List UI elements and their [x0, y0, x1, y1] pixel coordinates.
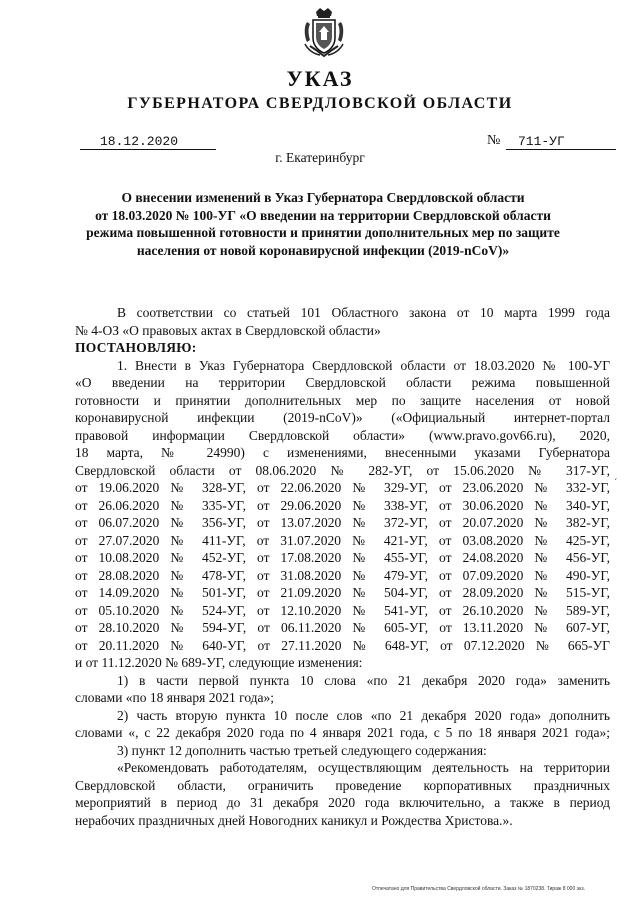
body-line: № 4-ОЗ «О правовых актах в Свердловской области» — [75, 322, 381, 338]
body-line: от 19.06.2020 № 328-УГ, от 22.06.2020 № 329-УГ, от 23.06.2020 № 332-УГ, — [75, 480, 610, 495]
body-line: коронавирусной инфекции (2019-nCoV)» («Официальный интернет-портал — [75, 410, 610, 425]
body-line: от 28.10.2020 № 594-УГ, от 06.11.2020 № 605-УГ, от 13.11.2020 № 607-УГ, — [75, 620, 610, 635]
body-line: от 06.07.2020 № 356-УГ, от 13.07.2020 № 372-УГ, от 20.07.2020 № 382-УГ, — [75, 515, 610, 530]
body-line: 18 марта, № 24990) с изменениями, внесенными указами Губернатора — [75, 445, 610, 460]
decree-city: г. Екатеринбург — [275, 150, 365, 165]
body-line: от 14.09.2020 № 501-УГ, от 21.09.2020 № 504-УГ, от 28.09.2020 № 515-УГ, — [75, 585, 610, 600]
decree-body — [75, 304, 610, 829]
print-footer: Отпечатано для Правительства Свердловской области. Заказ № 1870238. Тираж 8 000 экз. — [372, 886, 586, 892]
body-line: готовности и принятии дополнительных мер по защите населения от новой — [75, 392, 610, 408]
body-line: 3) пункт 12 дополнить частью третьей следующего содержания: — [117, 742, 487, 758]
body-line: от 26.06.2020 № 335-УГ, от 29.06.2020 № 338-УГ, от 30.06.2020 № 340-УГ, — [75, 497, 610, 513]
number-sign: № — [487, 133, 501, 148]
body-line: 2) часть вторую пункта 10 после слов «по 21 декабря 2020 года» дополнить — [117, 707, 610, 723]
decree-heading — [60, 189, 586, 259]
body-line: Свердловской области от 08.06.2020 № 282-УГ, от 15.06.2020 № 317-УГ, — [75, 462, 610, 478]
document-title: УКАЗ — [286, 66, 354, 91]
body-line: от 05.10.2020 № 524-УГ, от 12.10.2020 № 541-УГ, от 26.10.2020 № 589-УГ, — [75, 602, 610, 618]
body-line: от 20.11.2020 № 640-УГ, от 27.11.2020 № 648-УГ, от 07.12.2020 № 665-УГ — [75, 637, 610, 653]
body-line: 1) в части первой пункта 10 слова «по 21 декабря 2020 года» заменить — [117, 672, 610, 688]
margin-mark: ˊ — [614, 478, 618, 489]
document-subtitle: ГУБЕРНАТОРА СВЕРДЛОВСКОЙ ОБЛАСТИ — [127, 95, 513, 112]
heading-line: режима повышенной готовности и принятии дополнительных мер по защите — [86, 225, 560, 240]
coat-of-arms-icon — [302, 6, 346, 58]
body-line: «Рекомендовать работодателям, осуществляющим деятельность на территории — [117, 760, 610, 775]
decree-date: 18.12.2020 — [80, 134, 216, 150]
body-line: Свердловской области, ограничить проведение корпоративных праздничных — [75, 777, 610, 793]
body-line: и от 11.12.2020 № 689-УГ, следующие изменения: — [75, 655, 363, 670]
body-line: от 28.08.2020 № 478-УГ, от 31.08.2020 № 479-УГ, от 07.09.2020 № 490-УГ, — [75, 567, 610, 583]
body-line: мероприятий в период до 31 декабря 2020 года включительно, а также в период — [75, 795, 610, 810]
body-line: от 27.07.2020 № 411-УГ, от 31.07.2020 № 421-УГ, от 03.08.2020 № 425-УГ, — [75, 532, 610, 548]
decree-number: 711-УГ — [506, 134, 616, 150]
body-line: 1. Внести в Указ Губернатора Свердловской области от 18.03.2020 № 100-УГ — [117, 357, 610, 373]
decree-keyword: ПОСТАНОВЛЯЮ: — [75, 340, 197, 355]
body-line: от 10.08.2020 № 452-УГ, от 17.08.2020 № 455-УГ, от 24.08.2020 № 456-УГ, — [75, 550, 610, 565]
body-line: словами «, с 22 декабря 2020 года по 4 января 2021 года, с 5 по 18 января 2021 года»; — [75, 725, 610, 740]
heading-line: населения от новой коронавирусной инфекции (2019-nCoV)» — [136, 242, 510, 258]
body-line: правовой информации Свердловской области» (www.pravo.gov66.ru), 2020, — [75, 427, 610, 443]
body-line: В соответствии со статьей 101 Областного закона от 10 марта 1999 года — [117, 305, 610, 320]
heading-line: от 18.03.2020 № 100-УГ «О введении на территории Свердловской области — [95, 207, 551, 223]
body-line: «О введении на территории Свердловской области режима повышенной — [75, 375, 610, 390]
body-line: словами «по 18 января 2021 года»; — [75, 690, 275, 705]
body-line: нерабочих праздничных дней Новогодних каникул и Рождества Христова.». — [75, 812, 513, 828]
heading-line: О внесении изменений в Указ Губернатора Свердловской области — [121, 190, 525, 205]
